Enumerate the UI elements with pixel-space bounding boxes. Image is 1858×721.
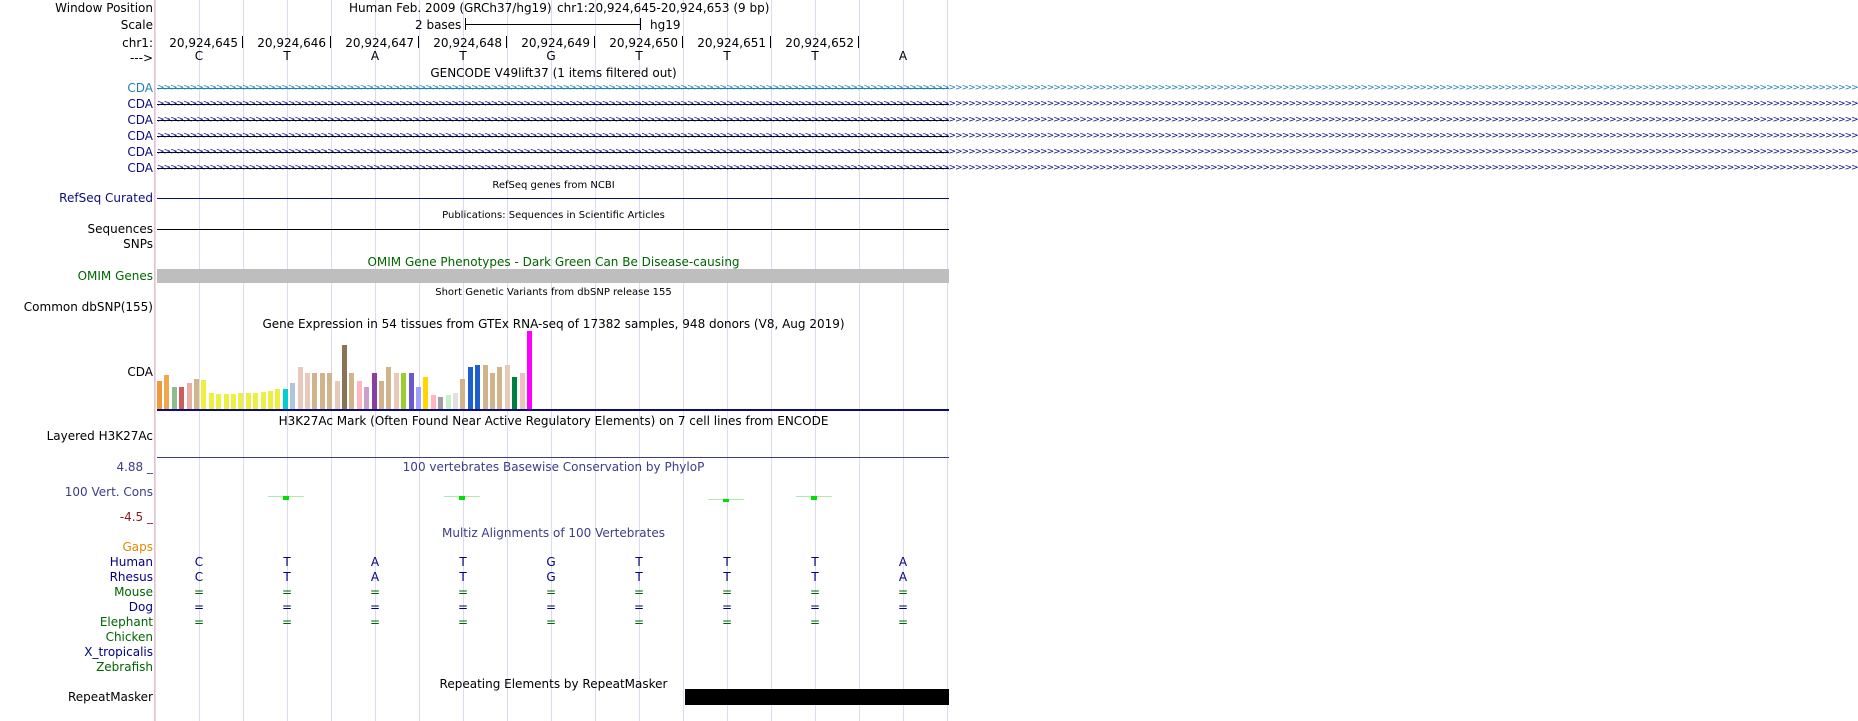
alignment-base: =	[281, 615, 293, 629]
omim-label[interactable]: OMIM Genes	[77, 269, 153, 283]
refseq-gene-line[interactable]	[157, 198, 949, 199]
ruler-position-label: 20,924,649	[521, 36, 590, 50]
gtex-tissue-bar[interactable]	[290, 383, 295, 409]
gtex-tissue-bar[interactable]	[327, 373, 332, 409]
gtex-tissue-bar[interactable]	[453, 393, 458, 409]
alignment-base: G	[546, 555, 556, 569]
ruler-base: T	[283, 49, 291, 63]
alignment-base: =	[633, 615, 645, 629]
gtex-tissue-bar[interactable]	[224, 394, 229, 409]
dbsnp-label[interactable]: Common dbSNP(155)	[23, 300, 153, 314]
scale-label: Scale	[120, 18, 153, 32]
alignment-base: T	[283, 570, 291, 584]
gtex-tissue-bar[interactable]	[209, 393, 214, 409]
gtex-tissue-bar[interactable]	[201, 380, 206, 409]
gtex-tissue-bar[interactable]	[231, 394, 236, 409]
alignment-base: =	[193, 615, 205, 629]
ruler-position-label: 20,924,646	[257, 36, 326, 50]
species-label[interactable]: Zebrafish	[96, 660, 153, 674]
gencode-strand-arrows: >>>>>>>>>>>>>>>>>>>>>>>>>>>>>>>>>>>>>>>>>>>>>>>>>>>>>>>>>>>>>>>>>>>>>>>>>>>>>>>>>>>>>>>>>>>>>>>>>>>>>>>>>>>>>>>>>>>>>>>>>>>>>>>>>>>>>>>>>>>>>>>>>>>>>>>>>>>>>>>>>>>>>>>>>>>>>>>>>>>>>>>>>>>>>>>>>>>>>>>>>>>>>>>>>>>>>>>>>>>>>>>>>>>>>>>>>>>>>>>>>>>>>>>>>>>>>>>>>>>>	[157, 163, 1858, 173]
species-label[interactable]: Mouse	[114, 585, 153, 599]
ruler-base: A	[370, 49, 380, 63]
gtex-tissue-bar[interactable]	[394, 373, 399, 409]
alignment-base: T	[635, 570, 643, 584]
gtex-track-title[interactable]: Gene Expression in 54 tissues from GTEx RNA-seq of 17382 samples, 948 donors (V8, Aug 2019)	[262, 317, 845, 331]
alignment-base: =	[281, 600, 293, 614]
h3k27ac-label[interactable]: Layered H3K27Ac	[46, 429, 153, 443]
ruler-position-label: 20,924,648	[433, 36, 502, 50]
gtex-tissue-bar[interactable]	[460, 379, 465, 409]
ruler-base: G	[546, 49, 556, 63]
gtex-tissue-bar[interactable]	[349, 373, 354, 409]
gtex-tissue-bar[interactable]	[187, 383, 192, 409]
gtex-tissue-bar[interactable]	[409, 373, 414, 409]
gtex-tissue-bar[interactable]	[379, 381, 384, 409]
repeatmasker-element[interactable]	[685, 689, 949, 705]
ruler-base: T	[811, 49, 819, 63]
omim-bar[interactable]	[157, 269, 949, 283]
alignment-base: G	[546, 570, 556, 584]
alignment-base: =	[193, 600, 205, 614]
alignment-base: T	[723, 570, 731, 584]
scale-db: hg19	[650, 18, 681, 32]
dbsnp-track-title[interactable]: Short Genetic Variants from dbSNP release 155	[435, 287, 672, 298]
gtex-label[interactable]: CDA	[127, 365, 153, 379]
ruler-base: T	[635, 49, 643, 63]
alignment-base: T	[459, 570, 467, 584]
species-label[interactable]: Human	[109, 555, 153, 569]
alignment-base: A	[898, 570, 908, 584]
alignment-base: =	[193, 585, 205, 599]
alignment-base: =	[369, 600, 381, 614]
gtex-tissue-bar[interactable]	[423, 377, 428, 409]
strand-label: --->	[129, 51, 153, 65]
repeatmasker-track-title[interactable]: Repeating Elements by RepeatMasker	[439, 677, 668, 691]
gtex-tissue-bar[interactable]	[335, 381, 340, 409]
alignment-base: =	[369, 585, 381, 599]
gencode-strand-arrows: >>>>>>>>>>>>>>>>>>>>>>>>>>>>>>>>>>>>>>>>>>>>>>>>>>>>>>>>>>>>>>>>>>>>>>>>>>>>>>>>>>>>>>>>>>>>>>>>>>>>>>>>>>>>>>>>>>>>>>>>>>>>>>>>>>>>>>>>>>>>>>>>>>>>>>>>>>>>>>>>>>>>>>>>>>>>>>>>>>>>>>>>>>>>>>>>>>>>>>>>>>>>>>>>>>>>>>>>>>>>>>>>>>>>>>>>>>>>>>>>>>>>>>>>>>>>>>>>>>>>	[157, 147, 1858, 157]
publications-track-title[interactable]: Publications: Sequences in Scientific Articles	[442, 210, 665, 221]
gtex-tissue-bar[interactable]	[512, 377, 517, 409]
species-label[interactable]: Dog	[128, 600, 153, 614]
gtex-tissue-bar[interactable]	[216, 394, 221, 409]
alignment-base: =	[633, 600, 645, 614]
phylop-min-label: -4.5 _	[119, 510, 153, 524]
alignment-base: =	[457, 615, 469, 629]
gtex-tissue-bar[interactable]	[312, 373, 317, 409]
gtex-tissue-bar[interactable]	[194, 379, 199, 409]
gencode-track-title[interactable]: GENCODE V49lift37 (1 items filtered out)	[430, 66, 677, 80]
gtex-bar-chart[interactable]	[157, 330, 949, 409]
alignment-base: =	[809, 585, 821, 599]
alignment-base: C	[194, 555, 204, 569]
gtex-tissue-bar[interactable]	[468, 367, 473, 409]
refseq-track-title[interactable]: RefSeq genes from NCBI	[492, 180, 615, 191]
phylop-track-title[interactable]: 100 vertebrates Basewise Conservation by PhyloP	[402, 460, 705, 474]
alignment-base: =	[721, 600, 733, 614]
gtex-tissue-bar[interactable]	[238, 393, 243, 409]
gtex-tissue-bar[interactable]	[438, 397, 443, 409]
gtex-tissue-bar[interactable]	[179, 387, 184, 409]
gtex-tissue-bar[interactable]	[527, 331, 532, 409]
multiz-track-title[interactable]: Multiz Alignments of 100 Vertebrates	[441, 526, 666, 540]
alignment-base: =	[897, 615, 909, 629]
species-label[interactable]: Rhesus	[109, 570, 153, 584]
alignment-base: =	[545, 615, 557, 629]
omim-track-title[interactable]: OMIM Gene Phenotypes - Dark Green Can Be Disease-causing	[367, 255, 740, 269]
gtex-tissue-bar[interactable]	[320, 373, 325, 409]
alignment-base: T	[283, 555, 291, 569]
gtex-tissue-bar[interactable]	[520, 373, 525, 409]
alignment-base: =	[457, 600, 469, 614]
ruler-position-label: 20,924,645	[169, 36, 238, 50]
assembly-title: Human Feb. 2009 (GRCh37/hg19)	[349, 1, 552, 15]
alignment-base: =	[721, 615, 733, 629]
gtex-tissue-bar[interactable]	[172, 387, 177, 409]
alignment-base: C	[194, 570, 204, 584]
alignment-base: T	[723, 555, 731, 569]
gencode-strand-arrows: >>>>>>>>>>>>>>>>>>>>>>>>>>>>>>>>>>>>>>>>>>>>>>>>>>>>>>>>>>>>>>>>>>>>>>>>>>>>>>>>>>>>>>>>>>>>>>>>>>>>>>>>>>>>>>>>>>>>>>>>>>>>>>>>>>>>>>>>>>>>>>>>>>>>>>>>>>>>>>>>>>>>>>>>>>>>>>>>>>>>>>>>>>>>>>>>>>>>>>>>>>>>>>>>>>>>>>>>>>>>>>>>>>>>>>>>>>>>>>>>>>>>>>>>>>>>>>>>>>>>	[157, 83, 1858, 93]
publications-label[interactable]: Sequences	[87, 222, 153, 236]
gtex-tissue-bar[interactable]	[416, 387, 421, 409]
ruler-position-label: 20,924,652	[785, 36, 854, 50]
gencode-strand-arrows: >>>>>>>>>>>>>>>>>>>>>>>>>>>>>>>>>>>>>>>>>>>>>>>>>>>>>>>>>>>>>>>>>>>>>>>>>>>>>>>>>>>>>>>>>>>>>>>>>>>>>>>>>>>>>>>>>>>>>>>>>>>>>>>>>>>>>>>>>>>>>>>>>>>>>>>>>>>>>>>>>>>>>>>>>>>>>>>>>>>>>>>>>>>>>>>>>>>>>>>>>>>>>>>>>>>>>>>>>>>>>>>>>>>>>>>>>>>>>>>>>>>>>>>>>>>>>>>>>>>>	[157, 115, 1858, 125]
gtex-tissue-bar[interactable]	[505, 365, 510, 409]
ruler-base: T	[459, 49, 467, 63]
ruler-position-label: 20,924,651	[697, 36, 766, 50]
ruler-base: T	[723, 49, 731, 63]
alignment-base: =	[633, 585, 645, 599]
gtex-tissue-bar[interactable]	[342, 345, 347, 409]
publications-line[interactable]	[157, 229, 949, 230]
gtex-tissue-bar[interactable]	[446, 395, 451, 409]
phylop-score-mark[interactable]	[723, 499, 729, 502]
phylop-score-mark[interactable]	[811, 496, 817, 500]
gtex-tissue-bar[interactable]	[305, 373, 310, 409]
phylop-label[interactable]: 100 Vert. Cons	[64, 485, 153, 499]
gencode-strand-arrows: >>>>>>>>>>>>>>>>>>>>>>>>>>>>>>>>>>>>>>>>>>>>>>>>>>>>>>>>>>>>>>>>>>>>>>>>>>>>>>>>>>>>>>>>>>>>>>>>>>>>>>>>>>>>>>>>>>>>>>>>>>>>>>>>>>>>>>>>>>>>>>>>>>>>>>>>>>>>>>>>>>>>>>>>>>>>>>>>>>>>>>>>>>>>>>>>>>>>>>>>>>>>>>>>>>>>>>>>>>>>>>>>>>>>>>>>>>>>>>>>>>>>>>>>>>>>>>>>>>>>	[157, 99, 1858, 109]
gtex-tissue-bar[interactable]	[357, 381, 362, 409]
alignment-base: =	[809, 615, 821, 629]
alignment-base: =	[545, 600, 557, 614]
alignment-base: T	[635, 555, 643, 569]
gtex-tissue-bar[interactable]	[283, 389, 288, 409]
species-label[interactable]: Chicken	[105, 630, 153, 644]
gtex-tissue-bar[interactable]	[386, 367, 391, 409]
alignment-base: =	[721, 585, 733, 599]
chrom-label: chr1:	[122, 36, 153, 50]
gtex-tissue-bar[interactable]	[490, 373, 495, 409]
gencode-strand-arrows: >>>>>>>>>>>>>>>>>>>>>>>>>>>>>>>>>>>>>>>>>>>>>>>>>>>>>>>>>>>>>>>>>>>>>>>>>>>>>>>>>>>>>>>>>>>>>>>>>>>>>>>>>>>>>>>>>>>>>>>>>>>>>>>>>>>>>>>>>>>>>>>>>>>>>>>>>>>>>>>>>>>>>>>>>>>>>>>>>>>>>>>>>>>>>>>>>>>>>>>>>>>>>>>>>>>>>>>>>>>>>>>>>>>>>>>>>>>>>>>>>>>>>>>>>>>>>>>>>>>>	[157, 131, 1858, 141]
ruler-tick	[858, 36, 859, 48]
gencode-item-label[interactable]: CDA	[127, 113, 153, 127]
alignment-base: =	[545, 585, 557, 599]
gtex-tissue-bar[interactable]	[372, 373, 377, 409]
gtex-baseline	[157, 409, 949, 411]
scale-text: 2 bases	[415, 18, 462, 32]
gtex-tissue-bar[interactable]	[261, 392, 266, 409]
gtex-tissue-bar[interactable]	[157, 381, 162, 409]
alignment-base: T	[459, 555, 467, 569]
gtex-tissue-bar[interactable]	[253, 393, 258, 409]
gencode-item-label[interactable]: CDA	[127, 145, 153, 159]
grid-line	[155, 0, 156, 721]
gencode-item-label[interactable]: CDA	[127, 97, 153, 111]
alignment-base: =	[897, 600, 909, 614]
gtex-tissue-bar[interactable]	[268, 391, 273, 409]
window-position-label: Window Position	[55, 1, 153, 15]
phylop-score-mark[interactable]	[283, 496, 289, 500]
repeatmasker-label[interactable]: RepeatMasker	[67, 690, 153, 704]
alignment-base: =	[281, 585, 293, 599]
ruler-base: C	[194, 49, 204, 63]
gtex-tissue-bar[interactable]	[497, 367, 502, 409]
alignment-base: A	[370, 570, 380, 584]
gencode-item-label[interactable]: CDA	[127, 161, 153, 175]
gtex-tissue-bar[interactable]	[275, 389, 280, 409]
gtex-tissue-bar[interactable]	[246, 393, 251, 409]
alignment-base: A	[898, 555, 908, 569]
gtex-tissue-bar[interactable]	[431, 395, 436, 409]
phylop-score-mark[interactable]	[459, 496, 465, 500]
gencode-item-label[interactable]: CDA	[127, 129, 153, 143]
alignment-base: T	[811, 570, 819, 584]
gaps-label[interactable]: Gaps	[122, 540, 153, 554]
h3k27ac-line	[157, 457, 949, 458]
alignment-base: T	[811, 555, 819, 569]
gtex-tissue-bar[interactable]	[164, 375, 169, 409]
species-label[interactable]: Elephant	[99, 615, 153, 629]
h3k27ac-track-title[interactable]: H3K27Ac Mark (Often Found Near Active Regulatory Elements) on 7 cell lines from ENCODE	[278, 414, 829, 428]
gtex-tissue-bar[interactable]	[401, 373, 406, 409]
alignment-base: =	[809, 600, 821, 614]
alignment-base: =	[369, 615, 381, 629]
snps-label[interactable]: SNPs	[123, 237, 153, 251]
gtex-tissue-bar[interactable]	[298, 367, 303, 409]
gtex-tissue-bar[interactable]	[475, 365, 480, 409]
ruler-position-label: 20,924,647	[345, 36, 414, 50]
species-label[interactable]: X_tropicalis	[84, 645, 153, 659]
gtex-tissue-bar[interactable]	[364, 387, 369, 409]
refseq-label[interactable]: RefSeq Curated	[59, 191, 153, 205]
alignment-base: A	[370, 555, 380, 569]
alignment-base: =	[897, 585, 909, 599]
ruler-position-label: 20,924,650	[609, 36, 678, 50]
phylop-max-label: 4.88 _	[116, 460, 153, 474]
gtex-tissue-bar[interactable]	[483, 365, 488, 409]
scale-bar	[465, 18, 641, 30]
gencode-item-label[interactable]: CDA	[127, 81, 153, 95]
position-readout: chr1:20,924,645-20,924,653 (9 bp)	[557, 1, 770, 15]
alignment-base: =	[457, 585, 469, 599]
ruler-base: A	[898, 49, 908, 63]
